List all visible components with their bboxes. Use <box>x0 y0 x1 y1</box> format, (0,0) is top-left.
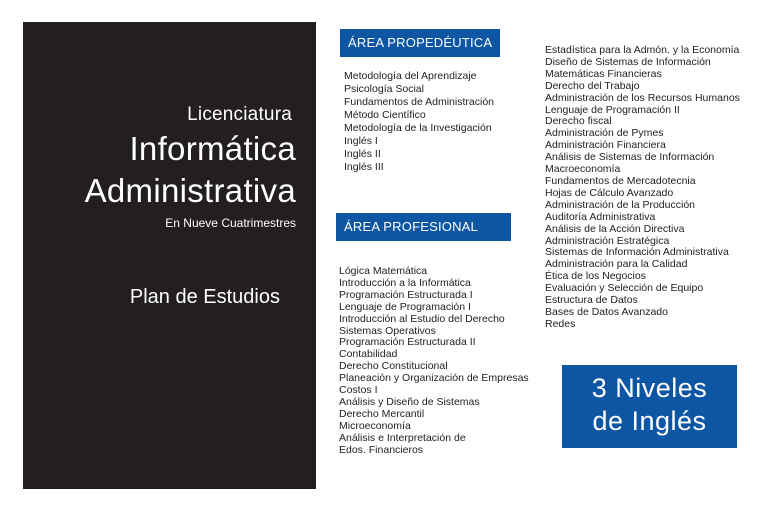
list-item: Edos. Financieros <box>339 443 424 456</box>
list-item: Microeconomía <box>339 419 411 432</box>
title-panel <box>23 22 316 489</box>
list-item: Matemáticas Financieras <box>545 67 662 80</box>
english-levels-badge <box>562 365 737 448</box>
list-item: Introducción al Estudio del Derecho <box>339 312 505 325</box>
list-item: Análisis y Diseño de Sistemas <box>339 395 480 408</box>
list-item: Administración Financiera <box>545 139 666 152</box>
list-item: Derecho Constitucional <box>339 360 448 373</box>
degree-label: Licenciatura <box>187 104 292 125</box>
list-item: Ética de los Negocios <box>545 270 646 283</box>
list-item: Fundamentos de Mercadotecnia <box>545 174 696 187</box>
list-item: Administración Estratégica <box>545 234 670 247</box>
list-item: Diseño de Sistemas de Información <box>545 55 711 68</box>
list-item: Programación Estructurada II <box>339 336 476 349</box>
propedeutica-list <box>344 70 494 174</box>
english-levels-line2: de Inglés <box>592 406 707 436</box>
list-item: Administración para la Calidad <box>545 258 688 271</box>
list-item: Hojas de Cálculo Avanzado <box>545 186 674 199</box>
list-item: Administración de los Recursos Humanos <box>545 91 740 104</box>
degree-title-line2: Administrativa <box>84 172 296 209</box>
list-item: Sistemas Operativos <box>339 324 436 337</box>
list-item: Lenguaje de Programación II <box>545 103 680 116</box>
profesional-list-continued <box>545 45 740 331</box>
list-item: Inglés III <box>344 161 384 173</box>
list-item: Derecho del Trabajo <box>545 79 640 92</box>
list-item: Evaluación y Selección de Equipo <box>545 282 704 295</box>
list-item: Estadística para la Admón. y la Economía <box>545 44 740 56</box>
list-item: Derecho fiscal <box>545 115 612 128</box>
list-item: Análisis de la Acción Directiva <box>545 222 685 235</box>
list-item: Planeación y Organización de Empresas <box>339 372 529 385</box>
list-item: Macroeconomía <box>545 163 621 176</box>
list-item: Metodología de la Investigación <box>344 122 492 134</box>
list-item: Inglés I <box>344 135 378 147</box>
list-item: Lenguaje de Programación I <box>339 300 471 313</box>
list-item: Costos I <box>339 384 378 397</box>
degree-title-line1: Informática <box>129 130 296 167</box>
list-item: Derecho Mercantil <box>339 407 425 420</box>
list-item: Lógica Matemática <box>339 265 428 277</box>
propedeutica-header: ÁREA PROPEDÉUTICA <box>340 29 500 57</box>
list-item: Inglés II <box>344 148 381 160</box>
english-levels-line1: 3 Niveles <box>591 373 708 403</box>
list-item: Psicología Social <box>344 83 424 95</box>
list-item: Análisis de Sistemas de Información <box>545 151 715 164</box>
list-item: Estructura de Datos <box>545 294 638 307</box>
list-item: Auditoría Administrativa <box>545 210 656 223</box>
list-item: Contabilidad <box>339 348 398 361</box>
list-item: Introducción a la Informática <box>339 276 471 289</box>
list-item: Sistemas de Información Administrativa <box>545 246 729 259</box>
profesional-list <box>339 266 529 457</box>
list-item: Metodología del Aprendizaje <box>344 70 477 82</box>
plan-heading: Plan de Estudios <box>129 286 280 308</box>
profesional-header: ÁREA PROFESIONAL <box>336 213 511 241</box>
duration-subtitle: En Nueve Cuatrimestres <box>165 216 296 230</box>
list-item: Administración de Pymes <box>545 127 664 140</box>
list-item: Fundamentos de Administración <box>344 96 494 108</box>
list-item: Administración de la Producción <box>545 198 695 211</box>
list-item: Método Científico <box>344 109 426 121</box>
list-item: Programación Estructurada I <box>339 288 473 301</box>
list-item: Bases de Datos Avanzado <box>545 305 668 318</box>
list-item: Redes <box>545 317 576 330</box>
list-item: Análisis e Interpretación de <box>339 431 466 444</box>
